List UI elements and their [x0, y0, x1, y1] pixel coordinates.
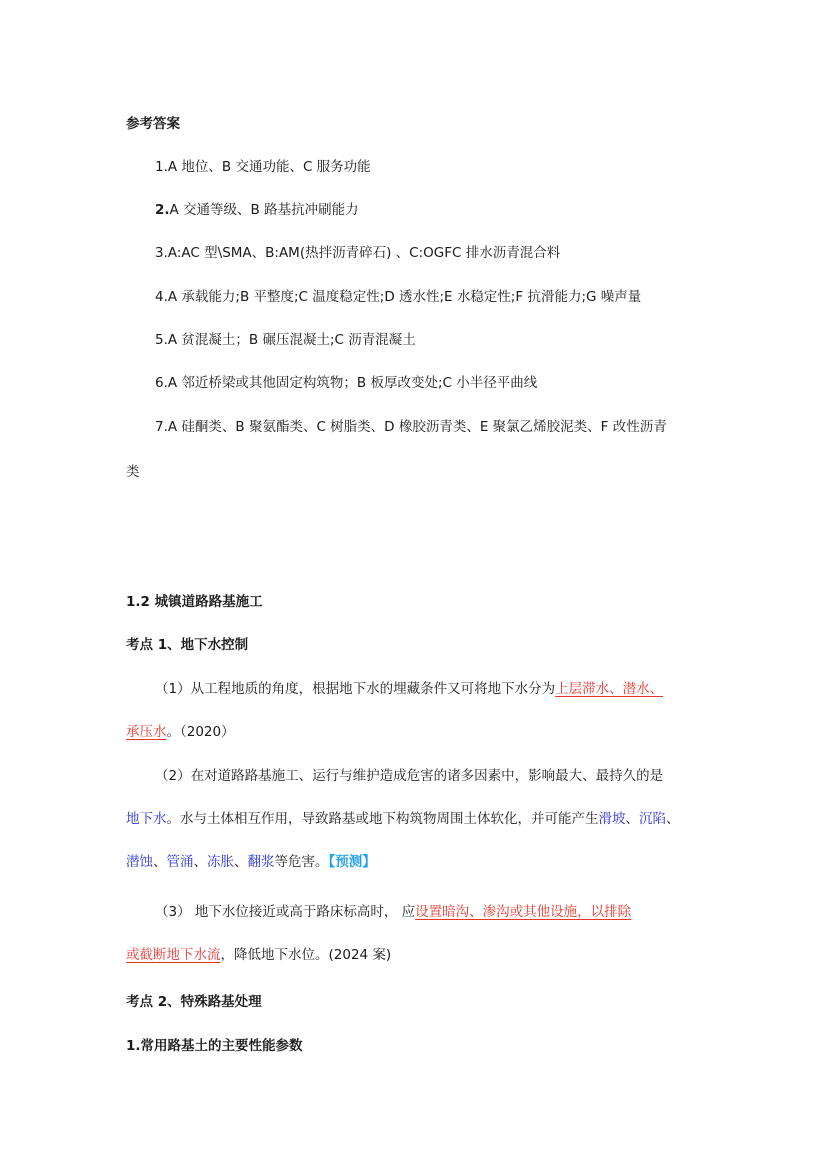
kp1-p2-keyword-mud-pumping: 翻浆	[247, 854, 275, 870]
answer-item-2	[155, 201, 359, 219]
answer-item-7-cont: 类	[126, 464, 140, 480]
kp1-p2-keyword-frost-heave: 冻胀	[207, 854, 234, 870]
answer-item-7: 7.A 硅酮类、B 聚氨酯类、C 树脂类、D 橡胶沥青类、E 聚氯乙烯胶泥类、F 改性沥青	[155, 419, 667, 435]
kp1-p2-text: 。水与土体相互作用，导致路基或地下构筑物周围土体软化，并可能产生	[166, 811, 599, 827]
kp1-p2-keyword-piping: 管涌	[166, 854, 194, 870]
kp1-p3-tail: ，降低地下水位。(2024 案)	[220, 947, 392, 963]
kp1-p1-line1	[155, 680, 663, 698]
kp1-title: 考点 1、地下水控制	[126, 637, 249, 653]
kp1-p3-line2	[126, 946, 391, 964]
kp1-p2-separator: 、	[193, 854, 207, 870]
kp1-p1-highlight-1: 上层滞水、潜水、	[555, 681, 664, 697]
answer-item-4: 4.A 承载能力;B 平整度;C 温度稳定性;D 透水性;E 水稳定性;F 抗滑能力;G 噪声量	[155, 289, 642, 305]
kp1-p1-highlight-2: 承压水	[126, 724, 167, 740]
kp1-p1-tail: 。（2020）	[166, 724, 235, 740]
kp1-p3-line1	[155, 903, 631, 921]
kp1-p1-text: （1）从工程地质的角度，根据地下水的埋藏条件又可将地下水分为	[155, 681, 556, 697]
section-title: 1.2 城镇道路路基施工	[126, 594, 263, 610]
kp1-p2-separator: 、	[234, 854, 248, 870]
kp1-p2-separator: 、	[666, 811, 680, 827]
kp1-p2-keyword-subsidence: 沉陷	[639, 811, 666, 827]
answer-item-2-number: 2.	[155, 202, 170, 218]
kp1-p2-separator: 、	[625, 811, 639, 827]
answer-item-5: 5.A 贫混凝土；B 碾压混凝土;C 沥青混凝土	[155, 332, 416, 348]
kp1-p3-text: （3） 地下水位接近或高于路床标高时， 应	[155, 904, 416, 920]
kp1-p2-tail: 等危害。	[274, 854, 329, 870]
prediction-tag: 【预测】	[328, 854, 376, 870]
kp1-p2-line3	[126, 853, 376, 871]
kp1-p2-line2	[126, 810, 680, 828]
kp1-p2-keyword-erosion: 潜蚀	[126, 854, 153, 870]
kp1-p2-line1: （2）在对道路路基施工、运行与维护造成危害的诸多因素中，影响最大、最持久的是	[155, 768, 664, 784]
answer-item-3: 3.A:AC 型\SMA、B:AM(热拌沥青碎石) 、C:OGFC 排水沥青混合料	[155, 245, 561, 261]
kp1-p3-highlight-1: 设置暗沟、渗沟或其他设施，以排除	[415, 904, 632, 920]
kp1-p2-separator: 、	[153, 854, 167, 870]
kp1-p1-line2	[126, 723, 235, 741]
answer-item-1: 1.A 地位、B 交通功能、C 服务功能	[155, 159, 371, 175]
answer-item-2-text: A 交通等级、B 路基抗冲刷能力	[169, 202, 359, 218]
answers-heading: 参考答案	[126, 116, 180, 132]
kp2-title: 考点 2、特殊路基处理	[126, 994, 262, 1010]
kp1-p3-highlight-2: 或截断地下水流	[126, 947, 221, 963]
answer-item-6: 6.A 邻近桥梁或其他固定构筑物；B 板厚改变处;C 小半径平曲线	[155, 375, 538, 391]
kp1-p2-keyword-landslide: 滑坡	[598, 811, 626, 827]
kp1-p2-keyword-groundwater: 地下水	[126, 811, 167, 827]
kp2-subheading: 1.常用路基土的主要性能参数	[126, 1038, 303, 1054]
